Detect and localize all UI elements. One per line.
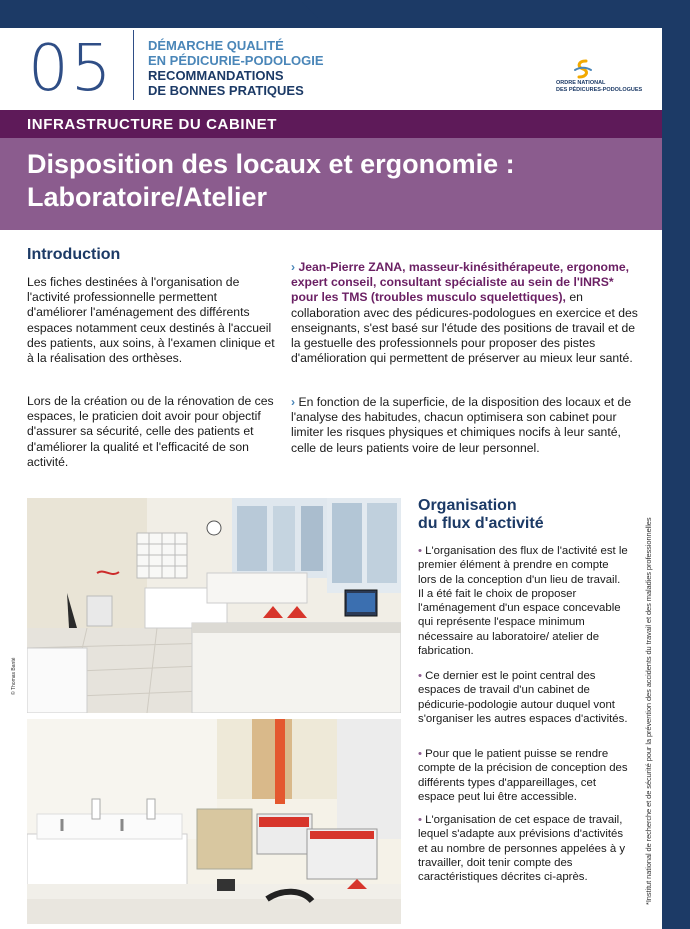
arrow-icon: › (291, 395, 296, 409)
page-title-line-1: Disposition des locaux et ergonomie : (27, 149, 515, 179)
section-label: INFRASTRUCTURE DU CABINET (27, 116, 277, 133)
footnote: *Institut national de recherche et de sécurité pour la prévention des accidents du travail et des maladies professionnelles (644, 517, 653, 905)
series-title (148, 38, 324, 98)
title-bar (0, 138, 662, 230)
bullet-icon: • (418, 670, 422, 682)
org-bullet-2 (418, 669, 628, 726)
org-heading-line-1: Organisation (418, 497, 517, 514)
logo-text-2: DES PÉDICURES-PODOLOGUES (556, 86, 643, 93)
bullet-icon: • (418, 814, 422, 826)
org-bullet-1-text: L'organisation des flux de l'activité est le premier élément à prendre en compte lors de la conception d'un lieu de travail. Il a été fait le choix de proposer l'aménagement d'un espace concevable qui représente l'espace minimum nécessaire au laboratoire/ atelier de fabrication. (418, 545, 628, 658)
org-bullet-1 (418, 544, 628, 658)
section-bar (0, 110, 662, 138)
series-line-3: RECOMMANDATIONS (148, 68, 284, 83)
expert-paragraph (291, 260, 641, 366)
org-bullet-3-text: Pour que le patient puisse se rendre compte de la précision de conception des différents types d'appareillages, cet espace peut lui être accessible. (418, 748, 628, 803)
series-line-2: EN PÉDICURIE-PODOLOGIE (148, 53, 324, 68)
lab-photo-1 (27, 498, 401, 713)
org-bullet-2-text: Ce dernier est le point central des espaces de travail d'un cabinet de pédicurie-podologie autour duquel vont s'organiser les autres espaces d'activités. (418, 670, 628, 725)
bullet-icon: • (418, 748, 422, 760)
header-band-left (0, 0, 340, 28)
expert-name: Jean-Pierre ZANA, masseur-kinésithérapeute, ergonome, expert conseil, consultant spécialiste au sein de l'INRS* pour les TMS (troubles musculo squelettiques), (291, 260, 629, 305)
org-bullet-4 (418, 813, 628, 884)
photo-credit: © Thomas Banté (11, 657, 17, 695)
right-side-stripe (662, 48, 690, 929)
superficie-text: En fonction de la superficie, de la disposition des locaux et de l'analyse des habitudes, chacun optimisera son cabinet pour limiter les risques physiques et chimiques nocifs à leur santé, celle de leurs patients voire de leur personnel. (291, 395, 632, 455)
org-heading-line-2: du flux d'activité (418, 515, 544, 532)
sheet-number: 05 (28, 32, 114, 106)
lab-photo-2 (27, 719, 401, 924)
logo-text-1: ORDRE NATIONAL (556, 80, 606, 86)
ordre-logo (552, 58, 662, 93)
org-bullet-4-text: L'organisation de cet espace de travail, lequel s'adapte aux prévisions d'activités et au nombre de personnes appelées à y travailler, doit tenir compte des caractéristiques décrites ci-après. (418, 814, 626, 884)
intro-paragraph-2: Lors de la création ou de la rénovation de ces espaces, le praticien doit avoir pour objectif d'assurer sa sécurité, celle des patients et d'améliorer la qualité et l'efficacité de son activité. (27, 394, 274, 469)
intro-heading: Introduction (27, 246, 121, 263)
bullet-icon: • (418, 545, 422, 557)
org-bullet-3 (418, 747, 628, 804)
logo-emblem-icon (572, 58, 594, 80)
series-line-4: DE BONNES PRATIQUES (148, 83, 304, 98)
expert-text: en collaboration avec des pédicures-podologues en exercice et des enseignants, s'est basé sur l'étude des positions de travail et de la gestuelle des professionnels pour proposer des pistes d'amélioration qui permettent de préserver au mieux leur santé. (291, 290, 638, 366)
page-title (27, 148, 515, 214)
intro-paragraph-1: Les fiches destinées à l'organisation de l'activité professionnelle permettent d'améliorer l'aménagement des différents espaces notamment ceux destinés à l'accueil des patients, aux soins, à l'examen clinique et à la réalisation des orthèses. (27, 275, 275, 366)
header-divider (133, 30, 134, 100)
page-title-line-2: Laboratoire/Atelier (27, 182, 268, 212)
superficie-paragraph (291, 395, 641, 456)
series-line-1: DÉMARCHE QUALITÉ (148, 38, 284, 53)
arrow-icon: › (291, 260, 296, 274)
org-heading (418, 497, 544, 533)
